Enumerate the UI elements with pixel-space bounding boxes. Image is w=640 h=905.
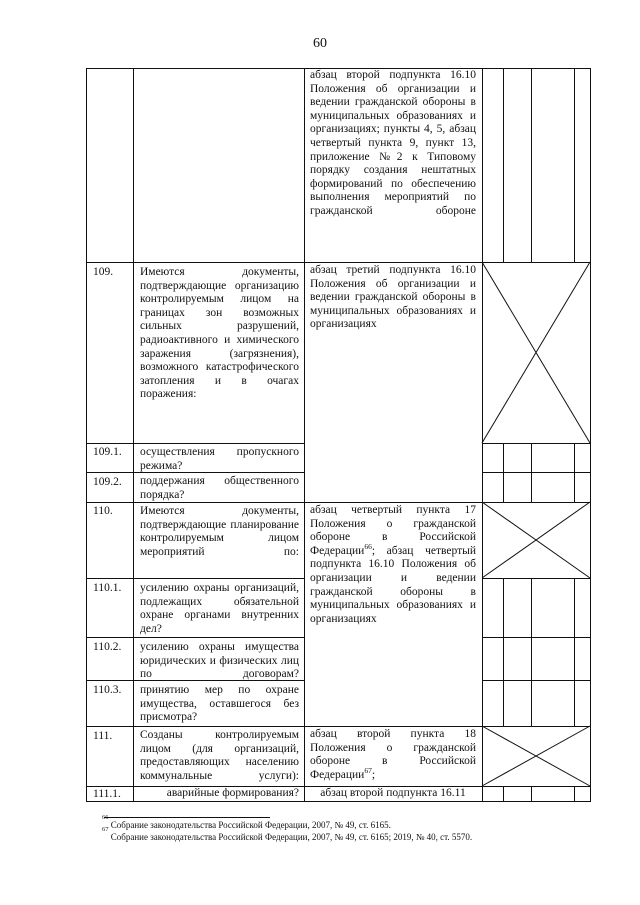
item-number: 109.2. (93, 476, 122, 488)
item-description: аварийные формирования? (166, 787, 299, 799)
item-description: осуществления пропускного режима? (140, 446, 299, 472)
item-description: Имеются документы, подтверждающие планирование контролируемым лицом мероприятий по: (140, 505, 299, 558)
legal-reference: абзац второй подпункта 16.10 Положения об организации и ведении гражданской обороны в муниципальных образованиях и организациях; пункты 4, 5, абзац четвертый пункта 9, пункт 13, приложение №2 к Типовому порядку создания нештатных формирований по обеспечению выполнения мероприятий по гражданской обороне (310, 69, 476, 217)
item-number: 111. (93, 730, 113, 742)
item-number: 109.1. (93, 446, 122, 458)
item-description: усилению охраны имущества юридических и физических лиц по договорам? (140, 641, 299, 681)
item-number: 111.1. (93, 788, 121, 800)
item-description: принятию мер по охране имущества, оставшегося без присмотра? (140, 684, 299, 724)
item-description: усилению охраны организаций, подлежащих обязательной охране органами внутренних дел? (140, 582, 299, 635)
item-description: Созданы контролируемым лицом (для организаций, предоставляющих населению коммунальные услуги): (140, 729, 299, 782)
footnote: $^{66}$ Собрание законодательства Российской Федерации, 2007, № 49, ст. 6165. (102, 814, 391, 830)
item-description: Имеются документы, подтверждающие организацию контролируемым лицом на границах зон возможных сильных разрушений, радиоактивного и химического заражения (загрязнения), возможного катастрофического затопления и в очагах поражения: (140, 266, 299, 401)
item-number: 110. (93, 505, 113, 517)
footnote-separator (104, 817, 270, 818)
legal-reference: абзац второй подпункта 16.11 (320, 787, 466, 799)
legal-reference: абзац четвертый пункта 17 Положения о гражданской обороне в Российской Федерации$^{66}$; абзац четвертый подпункта 16.10 Положения об организации и ведении гражданской обороны в муниципальных образованиях и организациях (310, 504, 476, 625)
legal-reference: абзац второй пункта 18 Положения о гражданской обороне в Российской Федерации$^{67}$; (310, 728, 476, 781)
legal-reference: абзац третий подпункта 16.10 Положения об организации и ведении гражданской обороны в муниципальных образованиях и организациях (310, 264, 476, 331)
page-number: 60 (313, 36, 327, 51)
item-number: 110.1. (93, 582, 122, 594)
item-number: 110.3. (93, 684, 122, 696)
item-description: поддержания общественного порядка? (140, 475, 299, 501)
item-number: 109. (93, 266, 114, 278)
item-number: 110.2. (93, 641, 122, 653)
footnote-ref: 66 (364, 541, 372, 551)
footnote: $^{67}$ Собрание законодательства Российской Федерации, 2007, № 49, ст. 6165; 2019, № 40, ст. 5570. (102, 826, 473, 842)
footnote-ref: 67 (364, 765, 372, 775)
